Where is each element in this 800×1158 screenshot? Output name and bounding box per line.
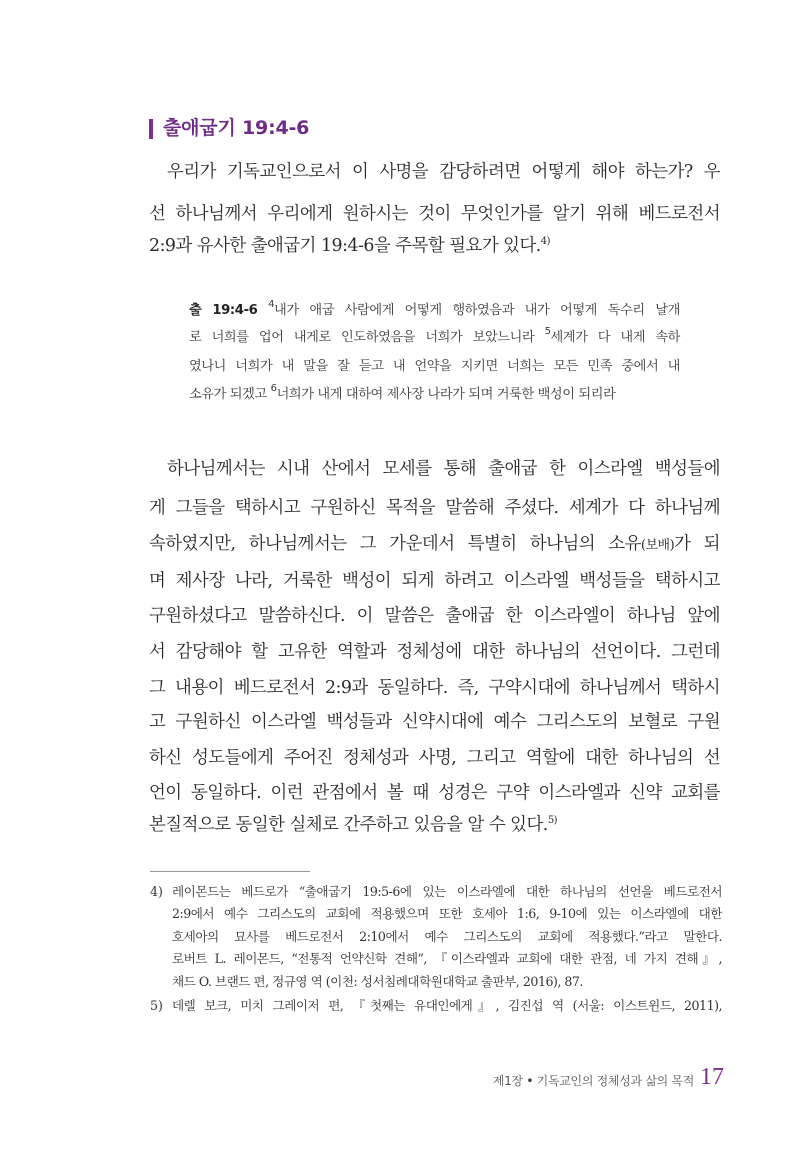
para-line-3-tail: 가 되 [674, 534, 720, 554]
intro-line-2: 선 하나님께서 우리에게 원하시는 것이 무엇인가를 알기 위해 베드로전서 [149, 204, 720, 224]
quote-line-3: 였나니 너희가 내 말을 잘 듣고 내 언약을 지키면 너희는 모든 민족 중에서 내 [189, 359, 680, 374]
page-number: 17 [700, 1064, 724, 1090]
para-line-11-text: 본질적으로 동일한 실체로 간주하고 있음을 알 수 있다. [149, 815, 548, 835]
footnote-4-line-1: 레이몬드는 베드로가 “출애굽기 19:5-6에 있는 이스라엘에 대한 하나님의 선언을 베드로전서 [172, 884, 722, 899]
quote-line-2-text: 로 너희를 업어 내게로 인도하였음을 너희가 보았느니라 [189, 330, 545, 345]
para-line-3-small: (보배) [640, 538, 675, 553]
para-line-3 [149, 530, 720, 560]
quote-line-4-text: 소유가 되겠고 [189, 387, 271, 402]
para-line-5: 구원하셨다고 말씀하신다. 이 말씀은 출애굽 한 이스라엘이 하나님 앞에 [149, 606, 720, 626]
para-line-1: 하나님께서는 시내 산에서 모세를 통해 출애굽 한 이스라엘 백성들에 [167, 459, 720, 479]
intro-line-1: 우리가 기독교인으로서 이 사명을 감당하려면 어떻게 해야 하는가? 우 [167, 162, 720, 182]
footnote-ref-5: 5) [547, 815, 558, 826]
footer-chapter-title: 기독교인의 정체성과 삶의 목적 [536, 1074, 694, 1088]
verse-number-4: 4 [268, 299, 275, 310]
footnote-5-line-1: 데렐 보크, 미치 그레이저 편, 『첫째는 유대인에게』, 김진섭 역 (서울: 이스트윈드, 2011), [172, 998, 722, 1013]
running-footer [493, 1071, 694, 1091]
para-line-9: 하신 성도들에게 주어진 정체성과 사명, 그리고 역할에 대한 하나님의 선 [149, 748, 720, 768]
footnote-5-number: 5) [150, 998, 163, 1013]
footnote-4-line-5: 채드 O. 브랜드 편, 정규영 역 (이천: 성서침례대학원대학교 출판부, 2016), 87. [172, 974, 583, 989]
footnote-4-line-4: 로버트 L. 레이몬드, “전통적 언약신학 견해”, 『이스라엘과 교회에 대한 관점, 네 가지 견해』, [172, 951, 722, 966]
footer-chapter: 제1장 [492, 1074, 523, 1088]
para-line-7: 그 내용이 베드로전서 2:9과 동일하다. 즉, 구약시대에 하나님께서 택하시 [149, 678, 720, 698]
footnote-ref-4: 4) [540, 236, 551, 247]
intro-line-3-text: 2:9과 유사한 출애굽기 19:4-6을 주목할 필요가 있다. [149, 236, 541, 256]
quote-line-4-tail: 너희가 내게 대하여 제사장 나라가 되며 거룩한 백성이 되리라 [276, 387, 616, 402]
quote-line-2 [189, 327, 680, 349]
para-line-4: 며 제사장 나라, 거룩한 백성이 되게 하려고 이스라엘 백성들을 택하시고 [149, 571, 720, 591]
footer-bullet: • [526, 1074, 534, 1088]
footnote-4-line-3: 호세아의 묘사를 베드로전서 2:10에서 예수 그리스도의 교회에 적용했다.”라고 말한다. [172, 929, 722, 944]
quote-line-4 [189, 384, 680, 406]
para-line-3-text: 속하였지만, 하나님께서는 그 가운데서 특별히 하나님의 소유 [149, 534, 641, 554]
para-line-11 [149, 811, 720, 839]
section-title: 출애굽기 19:4-6 [163, 117, 310, 139]
footnote-4-line-2: 2:9에서 예수 그리스도의 교회에 적용했으며 또한 호세아 1:6, 9-10에 있는 이스라엘에 대한 [172, 906, 722, 921]
para-line-10: 언이 동일하다. 이런 관점에서 볼 때 성경은 구약 이스라엘과 신약 교회를 [149, 783, 720, 803]
quote-line-1-text: 내가 애굽 사람에게 어떻게 행하였음과 내가 어떻게 독수리 날개 [274, 303, 680, 318]
para-line-6: 서 감당해야 할 고유한 역할과 정체성에 대한 하나님의 선언이다. 그런데 [149, 642, 720, 662]
intro-line-3 [149, 232, 720, 260]
para-line-2: 게 그들을 택하시고 구원하신 목적을 말씀해 주셨다. 세계가 다 하나님께 [149, 498, 720, 518]
section-marker-bar [149, 119, 153, 139]
footnote-divider [150, 871, 310, 872]
footnote-4-number: 4) [150, 884, 163, 899]
verse-number-5: 5 [544, 326, 551, 337]
para-line-8: 고 구원하신 이스라엘 백성들과 신약시대에 예수 그리스도의 보혈로 구원 [149, 712, 720, 732]
quote-line-1 [189, 300, 680, 322]
quote-line-2-tail: 세계가 다 내게 속하 [550, 330, 680, 345]
quote-reference: 출 19:4-6 [189, 303, 258, 318]
verse-number-6: 6 [270, 383, 277, 394]
